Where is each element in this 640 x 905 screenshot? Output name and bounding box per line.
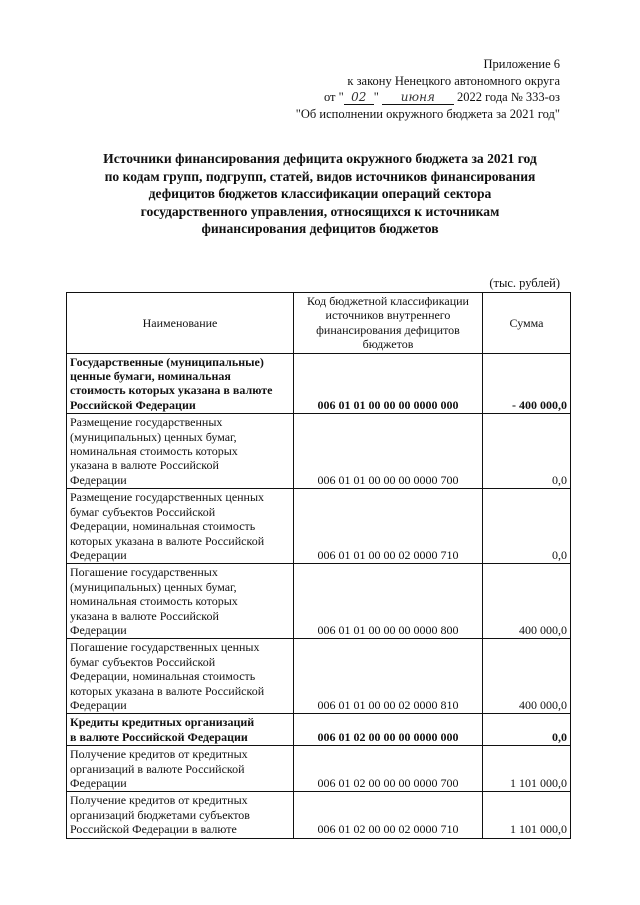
title-line: финансирования дефицитов бюджетов bbox=[201, 221, 439, 237]
row-name-line: Российской Федерации в валюте bbox=[70, 822, 237, 837]
appendix-block bbox=[296, 56, 560, 122]
row-sum-cell: 1 101 000,0 bbox=[483, 746, 571, 792]
title-line: по кодам групп, подгрупп, статей, видов источников финансирования bbox=[104, 168, 536, 184]
header-code: Код бюджетной классификации источников внутреннего финансирования дефицитов бюджетов bbox=[294, 293, 483, 354]
table-body bbox=[67, 353, 571, 838]
row-name-line: Государственные (муниципальные) bbox=[70, 354, 264, 369]
handwritten-month: июня bbox=[382, 91, 454, 105]
row-code-cell: 006 01 02 00 00 00 0000 000 bbox=[294, 714, 483, 746]
table-header-row bbox=[67, 293, 571, 354]
units-label: (тыс. рублей) bbox=[489, 276, 560, 290]
row-code-cell: 006 01 01 00 00 02 0000 710 bbox=[294, 489, 483, 564]
appendix-number: Приложение 6 bbox=[483, 57, 560, 71]
header-sum: Сумма bbox=[483, 293, 571, 354]
row-name-line: номинальная стоимость которых bbox=[70, 444, 238, 459]
row-code-cell: 006 01 02 00 00 02 0000 710 bbox=[294, 792, 483, 838]
row-name-line: Размещение государственных ценных bbox=[70, 490, 265, 505]
title-line: государственного управления, относящихся к источникам bbox=[140, 203, 500, 219]
row-name-line: Федерации bbox=[70, 547, 127, 562]
document-title bbox=[60, 150, 580, 238]
row-name-line: Погашение государственных ценных bbox=[70, 640, 260, 655]
row-name-cell bbox=[67, 746, 294, 792]
table-row bbox=[67, 353, 571, 414]
row-code-cell: 006 01 01 00 00 00 0000 700 bbox=[294, 414, 483, 489]
row-sum-cell: 0,0 bbox=[483, 414, 571, 489]
table-row bbox=[67, 564, 571, 639]
row-name-line: стоимость которых указана в валюте bbox=[70, 383, 273, 398]
appendix-date-line bbox=[296, 89, 560, 106]
appendix-law-reference: к закону Ненецкого автономного округа bbox=[347, 73, 560, 88]
row-name-line: Получение кредитов от кредитных bbox=[70, 747, 248, 762]
row-name-line: Российской Федерации bbox=[70, 397, 196, 412]
row-name-line: организаций бюджетами субъектов bbox=[70, 807, 250, 822]
row-name-line: Федерации bbox=[70, 622, 127, 637]
row-name-line: в валюте Российской Федерации bbox=[70, 729, 248, 744]
row-name-line: организаций в валюте Российской bbox=[70, 761, 245, 776]
row-name-line: Федерации, номинальная стоимость bbox=[70, 519, 256, 534]
row-name-line: номинальная стоимость которых bbox=[70, 594, 238, 609]
header-name: Наименование bbox=[67, 293, 294, 354]
row-name-line: бумаг субъектов Российской bbox=[70, 504, 216, 519]
table-row bbox=[67, 746, 571, 792]
row-name-line: Кредиты кредитных организаций bbox=[70, 715, 255, 730]
row-name-line: которых указана в валюте Российской bbox=[70, 683, 265, 698]
row-sum-cell: 400 000,0 bbox=[483, 564, 571, 639]
row-name-line: (муниципальных) ценных бумаг, bbox=[70, 579, 237, 594]
row-sum-cell: 400 000,0 bbox=[483, 639, 571, 714]
row-name-line: Получение кредитов от кредитных bbox=[70, 793, 248, 808]
table-row bbox=[67, 489, 571, 564]
row-code-cell: 006 01 01 00 00 02 0000 810 bbox=[294, 639, 483, 714]
row-name-cell bbox=[67, 564, 294, 639]
row-sum-cell: 0,0 bbox=[483, 714, 571, 746]
table-row bbox=[67, 792, 571, 838]
row-sum-cell: 1 101 000,0 bbox=[483, 792, 571, 838]
appendix-law-title: "Об исполнении окружного бюджета за 2021 год" bbox=[295, 106, 560, 121]
row-name-line: ценные бумаги, номинальная bbox=[70, 369, 231, 384]
title-line: Источники финансирования дефицита окружного бюджета за 2021 год bbox=[103, 151, 537, 166]
table-row bbox=[67, 414, 571, 489]
row-name-line: Федерации bbox=[70, 472, 127, 487]
title-line: дефицитов бюджетов классификации операций сектора bbox=[148, 186, 492, 202]
date-prefix: от " bbox=[323, 90, 344, 104]
row-name-line: (муниципальных) ценных бумаг, bbox=[70, 429, 237, 444]
row-name-line: Федерации bbox=[70, 697, 127, 712]
row-sum-cell: - 400 000,0 bbox=[483, 353, 571, 414]
table-row bbox=[67, 639, 571, 714]
row-code-cell: 006 01 01 00 00 00 0000 000 bbox=[294, 353, 483, 414]
date-suffix: 2022 года № 333-оз bbox=[456, 90, 560, 104]
row-name-line: указана в валюте Российской bbox=[70, 608, 219, 623]
handwritten-day: 02 bbox=[344, 91, 374, 105]
row-name-line: указана в валюте Российской bbox=[70, 458, 219, 473]
row-name-line: бумаг субъектов Российской bbox=[70, 654, 216, 669]
row-name-line: Погашение государственных bbox=[70, 565, 218, 580]
row-name-line: Размещение государственных bbox=[70, 415, 223, 430]
row-name-cell bbox=[67, 714, 294, 746]
row-name-cell bbox=[67, 414, 294, 489]
row-name-line: которых указана в валюте Российской bbox=[70, 533, 265, 548]
row-code-cell: 006 01 02 00 00 00 0000 700 bbox=[294, 746, 483, 792]
financing-sources-table bbox=[66, 292, 571, 839]
row-name-cell bbox=[67, 353, 294, 414]
row-name-line: Федерации, номинальная стоимость bbox=[70, 669, 256, 684]
row-code-cell: 006 01 01 00 00 00 0000 800 bbox=[294, 564, 483, 639]
row-name-line: Федерации bbox=[70, 776, 127, 790]
row-name-cell bbox=[67, 489, 294, 564]
row-name-cell bbox=[67, 792, 294, 838]
table-row bbox=[67, 714, 571, 746]
row-sum-cell: 0,0 bbox=[483, 489, 571, 564]
date-mid: " bbox=[373, 90, 379, 104]
row-name-cell bbox=[67, 639, 294, 714]
